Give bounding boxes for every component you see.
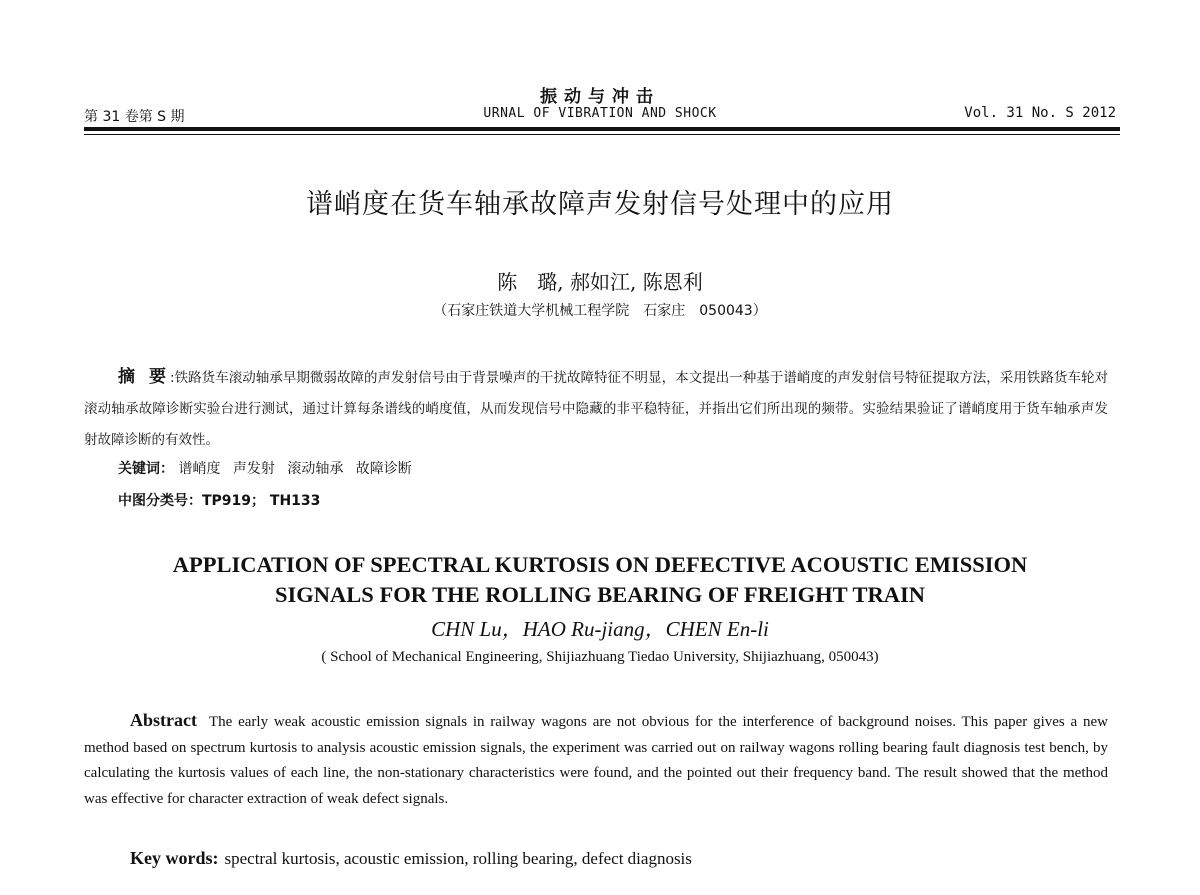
authors-en: CHN Lu，HAO Ru-jiang，CHEN En-li [431, 617, 769, 641]
issue-number-cn: 第 31 卷第 S 期 [84, 109, 185, 125]
keywords-en-label: Key words: [130, 848, 219, 868]
abstract-cn: 摘 要:铁路货车滚动轴承早期微弱故障的声发射信号由于背景噪声的干扰故障特征不明显，本文提出一种基于谱峭度的声发射信号特征提取方法，采用铁路货车轮对滚动轴承故障诊断实验台进行测试，通过计算每条谱线的峭度值，从而发现信号中隐藏的非平稳特征，并指出它们所出现的频带。实验结果验证了谱峭度用于货车轴承声发射故障诊断的有效性。 [84, 367, 1109, 448]
paper-title-cn: 谱峭度在货车轴承故障声发射信号处理中的应用 [306, 189, 894, 220]
header-rule-thin [84, 134, 1120, 135]
keywords-en-terms: spectral kurtosis, acoustic emission, rolling bearing, defect diagnosis [224, 849, 692, 868]
keywords-cn-label: 关键词： [118, 461, 174, 477]
paper-title-en-line2: SIGNALS FOR THE ROLLING BEARING OF FREIGHT TRAIN [275, 582, 925, 607]
abstract-en-label: Abstract [130, 710, 197, 730]
classification-code [118, 490, 320, 510]
abstract-en [84, 708, 1108, 812]
classification-value: TP919； TH133 [202, 493, 321, 509]
volume-info: Vol. 31 No. S 2012 [964, 105, 1116, 121]
classification-label: 中图分类号： [118, 493, 202, 509]
keywords-en [130, 848, 692, 869]
affiliation-en: ( School of Mechanical Engineering, Shijiazhuang Tiedao University, Shijiazhuang, 050043) [321, 649, 879, 665]
abstract-cn-label: 摘 要 [118, 367, 171, 387]
keywords-cn-terms: 谱峭度 声发射 滚动轴承 故障诊断 [178, 461, 412, 477]
journal-title-cn: 振动与冲击 [540, 87, 660, 107]
paper-title-en-line1: APPLICATION OF SPECTRAL KURTOSIS ON DEFECTIVE ACOUSTIC EMISSION [172, 552, 1028, 577]
affiliation-cn: （石家庄铁道大学机械工程学院 石家庄 050043） [433, 303, 767, 319]
journal-title-en: URNAL OF VIBRATION AND SHOCK [483, 106, 717, 121]
authors-cn: 陈 璐, 郝如江, 陈恩利 [497, 270, 703, 294]
header-rule-thick [84, 127, 1120, 131]
abstract-cn-text: 铁路货车滚动轴承早期微弱故障的声发射信号由于背景噪声的干扰故障特征不明显，本文提出一种基于谱峭度的声发射信号特征提取方法，采用铁路货车轮对滚动轴承故障诊断实验台进行测试，通过计算每条谱线的峭度值，从而发现信号中隐藏的非平稳特征，并指出它们所出现的频带。实验结果验证了谱峭度用于货车轴承声发射故障诊断的有效性。 [84, 370, 1109, 448]
keywords-cn [118, 458, 412, 478]
abstract-en-text: The early weak acoustic emission signals in railway wagons are not obvious for the interference of background noises. This paper gives a new method based on spectrum kurtosis to analysis acoustic emission signals, the experiment was carried out on railway wagons rolling bearing fault diagnosis test bench, by calculating the kurtosis values of each line, the non-stationary characteristics were found, and the pointed out their frequency band. The result showed that the method was effective for character extraction of weak defect signals. [84, 714, 1108, 807]
paper-title-en [0, 550, 1200, 610]
